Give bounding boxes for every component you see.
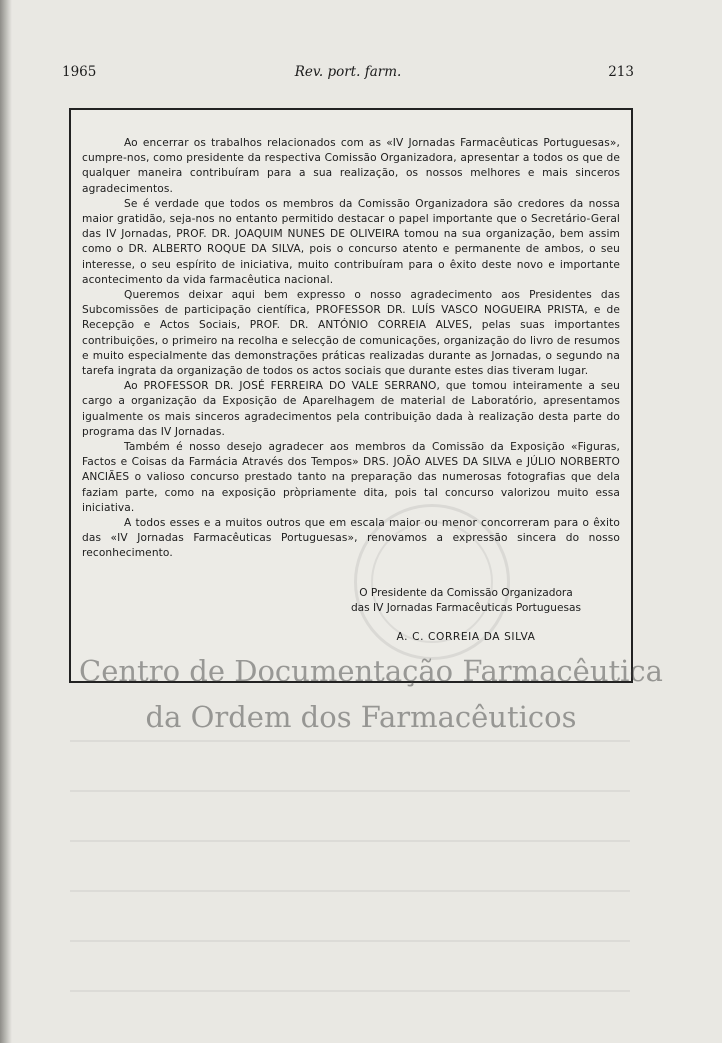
letter-body [82,136,620,562]
signature-title-line: O Presidente da Comissão Organizadora [359,587,573,599]
letter-paragraph: A todos esses e a muitos outros que em escala maior ou menor concorreram para o êxito das «IV Jornadas Farmacêuticas Portuguesas», renovamos a expressão sincera do nosso reconhecimento. [82,517,620,560]
signature-name: A. C. CORREIA DA SILVA [396,631,536,644]
signature-block [321,586,611,646]
watermark-line: Centro de Documentação Farmacêutica [79,654,663,688]
letter-paragraph: Ao PROFESSOR DR. JOSÉ FERREIRA DO VALE SERRANO, que tomou inteiramente a seu cargo a organização da Exposição de Aparelhagem de material de Laboratório, apresentamos igualmente os mais sinceros agradecimentos pela contribuição dada à realização desta parte do programa das IV Jornadas. [82,380,620,438]
acknowledgement-box [69,108,633,683]
page-gutter-shadow [0,0,12,1043]
running-header [62,64,634,82]
bleed-through-line [70,940,630,942]
header-year: 1965 [62,64,97,80]
signature-title-line: das IV Jornadas Farmacêuticas Portuguesas [350,602,582,615]
letter-paragraph: Também é nosso desejo agradecer aos membros da Comissão da Exposição «Figuras, Factos e Coisas da Farmácia Através dos Tempos» DRS. JOÃO ALVES DA SILVA e JÚLIO NORBERTO ANCIÃES o valioso concurso prestado tanto na preparação das numerosas fotografias que dela faziam parte, como na exposição pròpriamente dita, pois tal concurso valorizou muito essa iniciativa. [82,441,620,514]
bleed-through-line [70,890,630,892]
letter-paragraph: Queremos deixar aqui bem expresso o nosso agradecimento aos Presidentes das Subcomissões de participação científica, PROFESSOR DR. LUÍS VASCO NOGUEIRA PRISTA, e de Recepção e Actos Sociais, PROF. DR. ANTÓNIO CORREIA ALVES, pelas suas importantes contribuições, o primeiro na recolha e selecção de comunicações, organização do livro de resumos e muito especialmente das demonstrações práticas realizadas durante as Jornadas, o segundo na tarefa ingrata da organização de todos os actos sociais que durante estes dias tiveram lugar. [82,289,620,378]
bleed-through-line [70,790,630,792]
letter-paragraph: Se é verdade que todos os membros da Comissão Organizadora são credores da nossa maior gratidão, seja-nos no entanto permitido destacar o papel importante que o Secretário-Geral das IV Jornadas, PROF. DR. JOAQUIM NUNES DE OLIVEIRA tomou na sua organização, bem assim como o DR. ALBERTO ROQUE DA SILVA, pois o concurso atento e permanente de ambos, o seu interesse, o seu espírito de iniciativa, muito contribuíram para o êxito deste novo e importante acontecimento da vida farmacêutica nacional. [82,197,620,286]
header-journal-title: Rev. port. farm. [294,64,402,80]
bleed-through-line [70,990,630,992]
bleed-through-line [70,840,630,842]
header-page-number: 213 [608,64,634,80]
bleed-through-line [70,740,630,742]
watermark-line: da Ordem dos Farmacêuticos [145,700,577,734]
letter-paragraph: Ao encerrar os trabalhos relacionados com as «IV Jornadas Farmacêuticas Portuguesas», cumpre-nos, como presidente da respectiva Comissão Organizadora, apresentar a todos os que de qualquer maneira contribuíram para a sua realização, os nossos melhores e mais sinceros agradecimentos. [82,137,620,195]
